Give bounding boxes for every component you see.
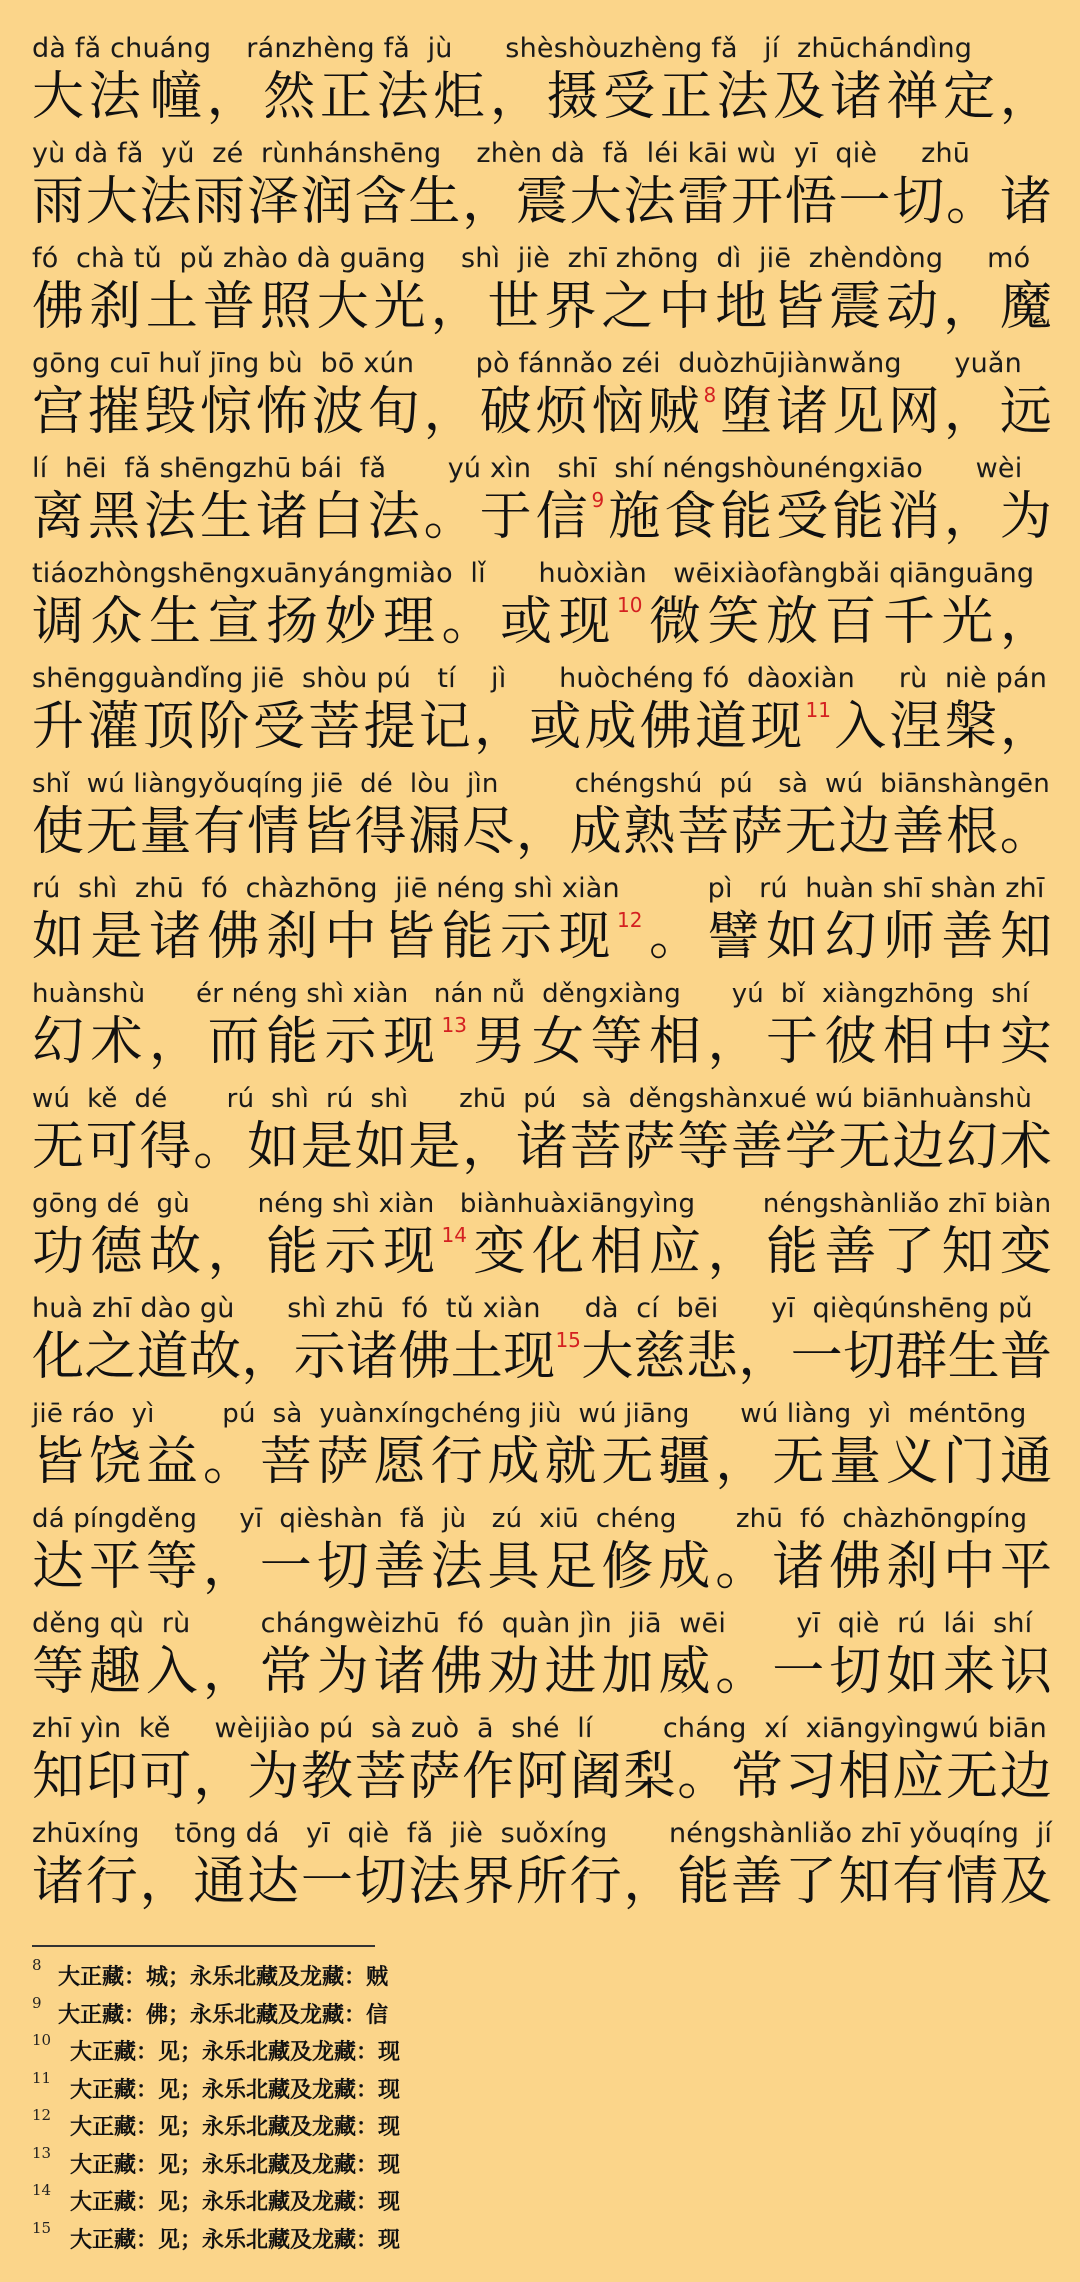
text-line [32, 242, 1052, 347]
pinyin-annotation: dá píngděng yī qièshàn fǎ jù zú xiū chéng zhū fó chàzhōngpíng [32, 1504, 1028, 1534]
chinese-text: 化 之 道 故 ， 示 诸 佛 土 现 $^{15}$ 大 慈 悲 ， 一 切 群 生 普 [32, 1327, 1052, 1387]
text-line [32, 32, 1052, 137]
footnote-text: 大正藏：见；永乐北藏及龙藏：现 [70, 2039, 401, 2065]
text-line [32, 977, 1052, 1082]
footnote-divider [32, 1945, 375, 1947]
pinyin-annotation: děng qù rù chángwèizhū fó quàn jìn jiā wēi yī qiè rú lái shí [32, 1608, 1033, 1639]
text-line [32, 1292, 1052, 1397]
footnote-marker[interactable]: 12 [617, 908, 643, 932]
footnote-item [32, 2031, 732, 2069]
footnote-marker[interactable]: 15 [555, 1328, 581, 1352]
footnote-number: 11 [32, 2068, 52, 2087]
chinese-text: 知 印 可 ， 为 教 菩 萨 作 阿 阇 梨 。 常 习 相 应 无 边 [32, 1747, 1052, 1807]
footnote-item [32, 2069, 732, 2107]
pinyin-annotation: dà fǎ chuáng ránzhèng fǎ jù shèshòuzhèng fǎ jí zhūchándìng [32, 33, 973, 64]
pinyin-annotation: shǐ wú liàngyǒuqíng jiē dé lòu jìn chéngshú pú sà wú biānshàngēn [32, 769, 1050, 799]
chinese-text: 离 黑 法 生 诸 白 法 。 于 信 $^9$ 施 食 能 受 能 消 ， 为 [32, 487, 1052, 547]
pinyin-annotation: huà zhī dào gù shì zhū fó tǔ xiàn dà cí bēi yī qièqúnshēng pǔ [32, 1293, 1033, 1324]
text-line [32, 1817, 1052, 1922]
pinyin-annotation: gōng dé gù néng shì xiàn biànhuàxiāngyìng néngshànliǎo zhī biàn [32, 1189, 1052, 1219]
pinyin-annotation: shēngguàndǐng jiē shòu pú tí jì huòchéng fó dàoxiàn rù niè pán [32, 663, 1048, 694]
pinyin-annotation: lí hēi fǎ shēngzhū bái fǎ yú xìn shī shí néngshòunéngxiāo wèi [32, 453, 1023, 484]
footnote-number: 9 [32, 1993, 42, 2012]
chinese-text: 如 是 诸 佛 刹 中 皆 能 示 现 $^{12}$ 。 譬 如 幻 师 善 知 [32, 907, 1052, 967]
text-line [32, 662, 1052, 767]
footnote-text: 大正藏：见；永乐北藏及龙藏：现 [70, 2114, 401, 2140]
footnote-marker[interactable]: 9 [591, 488, 605, 512]
pinyin-annotation: zhī yìn kě wèijiào pú sà zuò ā shé lí cháng xí xiāngyìngwú biān [32, 1713, 1047, 1744]
chinese-text: 升 灌 顶 阶 受 菩 提 记 ， 或 成 佛 道 现 $^{11}$ 入 涅 槃 ， [32, 697, 1052, 757]
text-line [32, 767, 1052, 872]
chinese-text: 诸 行 ， 通 达 一 切 法 界 所 行 ， 能 善 了 知 有 情 及 [32, 1852, 1052, 1912]
text-line [32, 1187, 1052, 1292]
text-line [32, 1397, 1052, 1502]
chinese-text: 无 可 得 。 如 是 如 是 ， 诸 菩 萨 等 善 学 无 边 幻 术 [32, 1117, 1052, 1177]
footnote-text: 大正藏：见；永乐北藏及龙藏：现 [70, 2189, 401, 2215]
text-line [32, 1712, 1052, 1817]
pinyin-annotation: jiē ráo yì pú sà yuànxíngchéng jiù wú jiāng wú liàng yì méntōng [32, 1399, 1027, 1429]
footnote-number: 13 [32, 2143, 52, 2162]
chinese-text: 大 法 幢 ， 然 正 法 炬 ， 摄 受 正 法 及 诸 禅 定 ， [32, 67, 1052, 127]
footnote-item [32, 1994, 732, 2032]
chinese-text: 调 众 生 宣 扬 妙 理 。 或 现 $^{10}$ 微 笑 放 百 千 光 ， [32, 592, 1052, 652]
footnote-marker[interactable]: 14 [441, 1223, 467, 1247]
chinese-text: 皆 饶 益 。 菩 萨 愿 行 成 就 无 疆 ， 无 量 义 门 通 [32, 1432, 1052, 1492]
footnote-number: 14 [32, 2181, 52, 2199]
text-line [32, 1502, 1052, 1607]
chinese-text: 使 无 量 有 情 皆 得 漏 尽 ， 成 熟 菩 萨 无 边 善 根 。 [32, 802, 1052, 862]
footnote-text: 大正藏：佛；永乐北藏及龙藏：信 [58, 2001, 389, 2028]
footnote-marker[interactable]: 13 [441, 1013, 467, 1037]
text-line [32, 557, 1052, 662]
scripture-text [32, 32, 1052, 1922]
pinyin-annotation: fó chà tǔ pǔ zhào dà guāng shì jiè zhī zhōng dì jiē zhèndòng mó [32, 243, 1031, 274]
footnote-number: 10 [32, 2031, 52, 2049]
chinese-text: 功 德 故 ， 能 示 现 $^{14}$ 变 化 相 应 ， 能 善 了 知 变 [32, 1222, 1052, 1282]
footnote-item [32, 2181, 732, 2219]
footnote-number: 15 [32, 2218, 52, 2237]
footnote-marker[interactable]: 8 [703, 383, 717, 407]
pinyin-annotation: rú shì zhū fó chàzhōng jiē néng shì xiàn pì rú huàn shī shàn zhī [32, 873, 1045, 904]
pinyin-annotation: zhūxíng tōng dá yī qiè fǎ jiè suǒxíng néngshànliǎo zhī yǒuqíng jí [32, 1818, 1053, 1849]
text-line [32, 347, 1052, 452]
footnotes [32, 1956, 732, 2256]
footnote-text: 大正藏：见；永乐北藏及龙藏：现 [70, 2076, 401, 2103]
pinyin-annotation: tiáozhòngshēngxuānyángmiào lǐ huòxiàn wēixiàofàngbǎi qiānguāng [32, 558, 1035, 589]
text-line [32, 452, 1052, 557]
chinese-text: 达 平 等 ， 一 切 善 法 具 足 修 成 。 诸 佛 刹 中 平 [32, 1537, 1052, 1597]
footnote-item [32, 2144, 732, 2182]
text-line [32, 137, 1052, 242]
footnote-item [32, 2106, 732, 2144]
pinyin-annotation: huànshù ér néng shì xiàn nán nǚ děngxiàng yú bǐ xiàngzhōng shí [32, 979, 1030, 1009]
pinyin-annotation: yù dà fǎ yǔ zé rùnhánshēng zhèn dà fǎ léi kāi wù yī qiè zhū [32, 138, 971, 169]
text-line [32, 872, 1052, 977]
chinese-text: 雨 大 法 雨 泽 润 含 生 ， 震 大 法 雷 开 悟 一 切 。 诸 [32, 172, 1052, 232]
text-line [32, 1082, 1052, 1187]
chinese-text: 等 趣 入 ， 常 为 诸 佛 劝 进 加 威 。 一 切 如 来 识 [32, 1642, 1052, 1702]
footnote-text: 大正藏：见；永乐北藏及龙藏：现 [70, 2151, 401, 2178]
footnote-number: 12 [32, 2106, 52, 2124]
footnote-text: 大正藏：见；永乐北藏及龙藏：现 [70, 2226, 401, 2253]
footnote-marker[interactable]: 10 [617, 593, 643, 617]
footnote-item [32, 1956, 732, 1994]
chinese-text: 宫 摧 毁 惊 怖 波 旬 ， 破 烦 恼 贼 $^8$ 堕 诸 见 网 ， 远 [32, 382, 1052, 442]
chinese-text: 幻 术 ， 而 能 示 现 $^{13}$ 男 女 等 相 ， 于 彼 相 中 实 [32, 1012, 1052, 1072]
footnote-marker[interactable]: 11 [805, 698, 831, 722]
pinyin-annotation: wú kě dé rú shì rú shì zhū pú sà děngshànxué wú biānhuànshù [32, 1084, 1033, 1114]
chinese-text: 佛 刹 土 普 照 大 光 ， 世 界 之 中 地 皆 震 动 ， 魔 [32, 277, 1052, 337]
footnote-item [32, 2219, 732, 2257]
pinyin-annotation: gōng cuī huǐ jīng bù bō xún pò fánnǎo zéi duòzhūjiànwǎng yuǎn [32, 348, 1022, 379]
footnote-number: 8 [32, 1956, 42, 1974]
text-line [32, 1607, 1052, 1712]
footnote-text: 大正藏：城；永乐北藏及龙藏：贼 [58, 1964, 389, 1990]
